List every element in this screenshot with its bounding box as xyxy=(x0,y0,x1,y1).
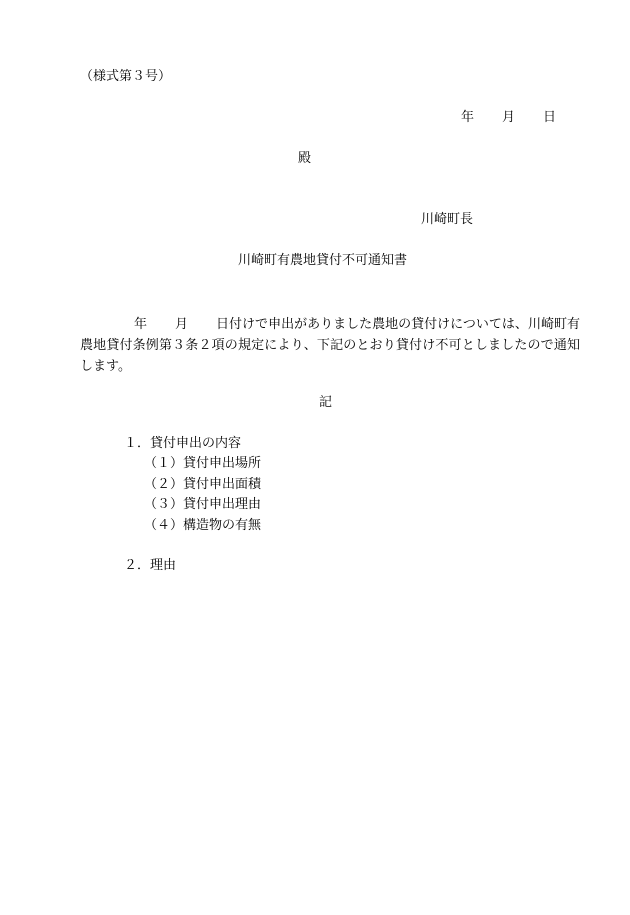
document-title: 川崎町有農地貸付不可通知書 xyxy=(238,253,408,268)
form-number: （様式第３号） xyxy=(80,69,172,84)
section-1-item: （４）構造物の有無 xyxy=(144,518,262,533)
section-1-item: （２）貸付申出面積 xyxy=(144,477,262,492)
body-year-label: 年 xyxy=(134,317,148,332)
section-2-heading: ２．理由 xyxy=(124,558,177,573)
body-text: 日付けで申出がありました農地の貸付けについては、川崎町有農地貸付条例第３条２項の規定により、下記のとおり貸付け不可としましたので通知します。 xyxy=(80,317,580,374)
body-paragraph xyxy=(80,314,580,377)
date-year-label: 年 xyxy=(461,110,475,125)
section-1-heading: １．貸付申出の内容 xyxy=(124,436,242,451)
date-day-label: 日 xyxy=(543,110,557,125)
date-line xyxy=(461,111,556,124)
addressee-suffix: 殿 xyxy=(298,151,312,166)
section-1-item: （３）貸付申出理由 xyxy=(144,497,262,512)
body-month-label: 月 xyxy=(175,317,189,332)
issuer-name: 川崎町長 xyxy=(421,212,474,227)
section-1-item: （１）貸付申出場所 xyxy=(144,456,262,471)
date-month-label: 月 xyxy=(502,110,516,125)
ki-label: 記 xyxy=(319,395,333,410)
